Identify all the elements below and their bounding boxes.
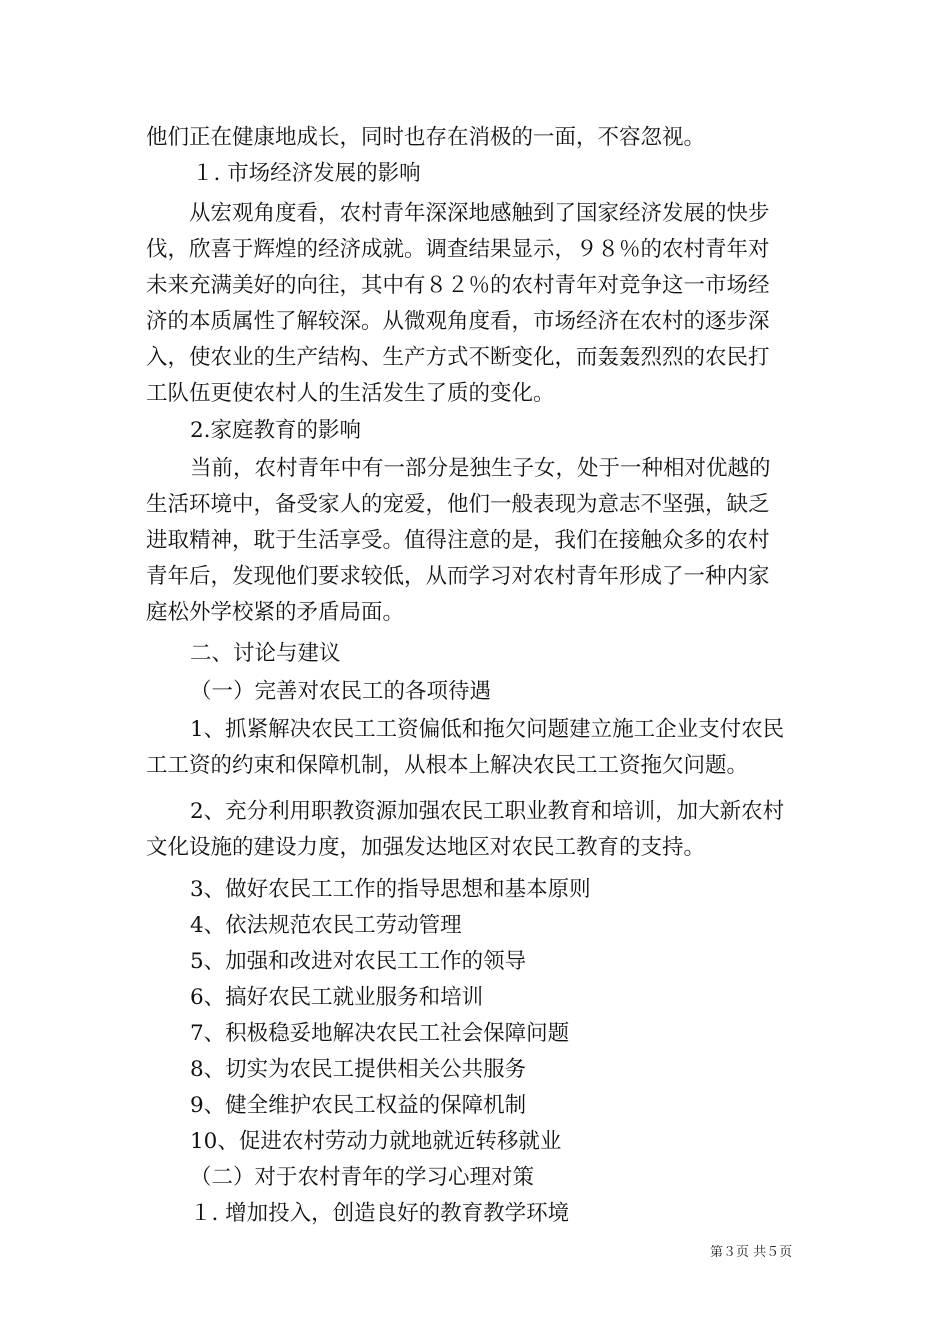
list-item: 6、搞好农民工就业服务和培训 — [190, 985, 484, 1010]
subsection-heading: （二）对于农村青年的学习心理对策 — [190, 1165, 535, 1190]
list-item: 10、促进农村劳动力就地就近转移就业 — [190, 1129, 562, 1154]
section-heading: 二、讨论与建议 — [190, 641, 341, 666]
paragraph-line: 工队伍更使农村人的生活发生了质的变化。 — [146, 381, 555, 406]
paragraph-line: 伐，欣喜于辉煌的经济成就。调查结果显示，９８％的农村青年对 — [146, 237, 770, 262]
paragraph-line: 生活环境中，备受家人的宠爱，他们一般表现为意志不坚强，缺乏 — [146, 492, 770, 517]
paragraph-line: 他们正在健康地成长，同时也存在消极的一面，不容忽视。 — [146, 125, 706, 150]
paragraph-line: 未来充满美好的向往，其中有８２％的农村青年对竞争这一市场经 — [146, 273, 770, 298]
section-heading: １. 市场经济发展的影响 — [192, 161, 421, 186]
page-number: 第３页 共５页 — [710, 1245, 793, 1260]
subsection-heading: （一）完善对农民工的各项待遇 — [190, 679, 492, 704]
list-item-continuation: 工工资的约束和保障机制，从根本上解决农民工工资拖欠问题。 — [146, 753, 749, 778]
list-item: 3、做好农民工工作的指导思想和基本原则 — [190, 877, 591, 902]
paragraph-line: 入，使农业的生产结构、生产方式不断变化，而轰轰烈烈的农民打 — [146, 345, 770, 370]
list-item: 8、切实为农民工提供相关公共服务 — [190, 1057, 527, 1082]
list-item-continuation: 文化设施的建设力度，加强发达地区对农民工教育的支持。 — [146, 835, 706, 860]
paragraph-line: 济的本质属性了解较深。从微观角度看，市场经济在农村的逐步深 — [146, 309, 770, 334]
list-item: 9、健全维护农民工权益的保障机制 — [190, 1093, 527, 1118]
paragraph-line: 从宏观角度看，农村青年深深地感触到了国家经济发展的快步 — [189, 201, 770, 226]
paragraph-line: 进取精神，耽于生活享受。值得注意的是，我们在接触众多的农村 — [146, 528, 770, 553]
list-item: 4、依法规范农民工劳动管理 — [190, 913, 462, 938]
paragraph-line: 青年后，发现他们要求较低，从而学习对农村青年形成了一种内家 — [146, 564, 770, 589]
list-item: 2、充分利用职教资源加强农民工职业教育和培训，加大新农村 — [190, 799, 785, 824]
list-item: 7、积极稳妥地解决农民工社会保障问题 — [190, 1021, 570, 1046]
paragraph-line: 当前，农村青年中有一部分是独生子女，处于一种相对优越的 — [190, 456, 771, 481]
list-item: 5、加强和改进对农民工工作的领导 — [190, 949, 527, 974]
paragraph-line: 庭松外学校紧的矛盾局面。 — [146, 600, 405, 625]
section-heading: １. 增加投入，创造良好的教育教学环境 — [190, 1201, 570, 1226]
list-item: 1、抓紧解决农民工工资偏低和拖欠问题建立施工企业支付农民 — [190, 717, 785, 742]
section-heading: 2.家庭教育的影响 — [190, 418, 362, 443]
